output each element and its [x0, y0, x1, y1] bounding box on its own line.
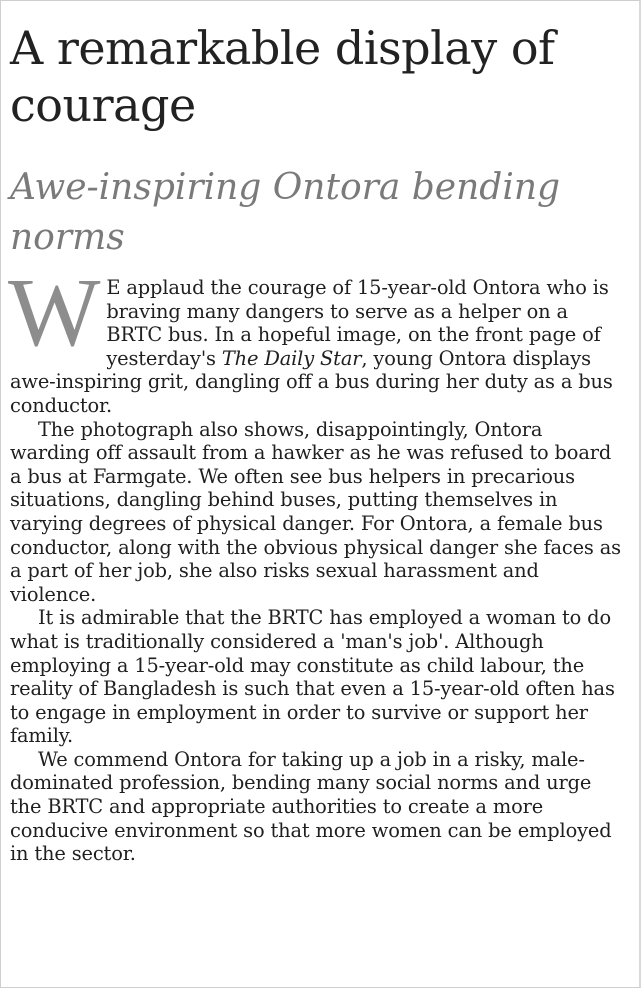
publication-name: The Daily Star: [221, 346, 362, 370]
paragraph-1: [8, 259, 622, 418]
paragraph-4: We commend Ontora for taking up a job in a risky, male-dominated profession, bending many social norms and urge the BRTC and appropriate authorities to create a more conducive environment so that more women can be employed in the sector.: [10, 747, 612, 866]
paragraph-2: The photograph also shows, disappointingly, Ontora warding off assault from a hawker as he was refused to board a bus at Farmgate. We often see bus helpers in precarious situations, dangling behind buses, putting themselves in varying degrees of physical danger. For Ontora, a female bus conductor, along with the obvious physical danger she faces as a part of her job, she also risks sexual harassment and violence.: [10, 417, 621, 606]
paragraph-1-text-start: E applaud the courage of 15-year-old Ontora who is braving many dangers to serve as a helper on a BRTC bus. In a hopeful image, on the front page of yesterday's: [106, 276, 609, 370]
drop-cap: W: [8, 259, 101, 367]
paragraph-3: It is admirable that the BRTC has employed a woman to do what is traditionally considered a 'man's job'. Although employing a 15-year-old may constitute as child labour, the reality of Bangladesh is such that even a 15-year-old often has to engage in employment in order to survive or support her family.: [10, 606, 615, 748]
paragraph-1-text-end: , young Ontora displays awe-inspiring grit, dangling off a bus during her duty as a bus conductor.: [10, 346, 613, 417]
article-body: [8, 259, 622, 866]
headline: A remarkable display of courage: [10, 21, 555, 132]
subheadline: Awe-inspiring Ontora bending norms: [10, 167, 561, 258]
